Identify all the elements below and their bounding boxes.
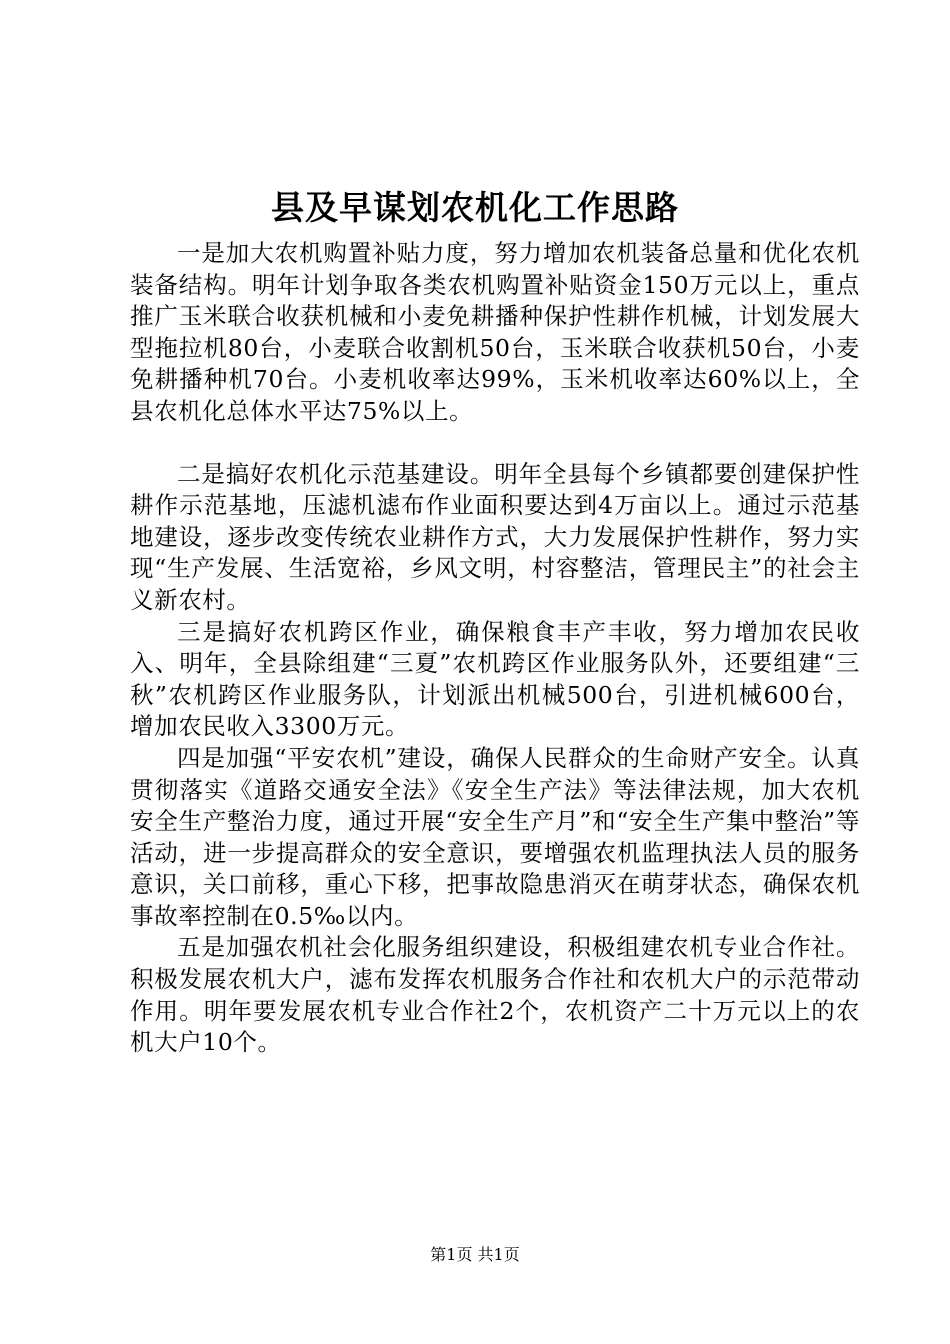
paragraph-1: 一是加大农机购置补贴力度，努力增加农机装备总量和优化农机装备结构。明年计划争取各类农机购置补贴资金150万元以上，重点推广玉米联合收获机械和小麦免耕播种保护性耕作机械，计划发展大型拖拉机80台，小麦联合收割机50台，玉米联合收获机50台，小麦免耕播种机70台。小麦机收率达99%，玉米机收率达60%以上，全县农机化总体水平达75%以上。 bbox=[130, 239, 860, 425]
page-footer: 第1页 共1页 bbox=[430, 1245, 520, 1264]
paragraph-4: 四是加强“平安农机”建设，确保人民群众的生命财产安全。认真贯彻落实《道路交通安全法》《安全生产法》等法律法规，加大农机安全生产整治力度，通过开展“安全生产月”和“安全生产集中整治”等活动，进一步提高群众的安全意识，要增强农机监理执法人员的服务意识，关口前移，重心下移，把事故隐患消灭在萌芽状态，确保农机事故率控制在0.5‰以内。 bbox=[130, 743, 860, 930]
paragraph-2: 二是搞好农机化示范基建设。明年全县每个乡镇都要创建保护性耕作示范基地，压滤机滤布作业面积要达到4万亩以上。通过示范基地建设，逐步改变传统农业耕作方式，大力发展保护性耕作，努力实现“生产发展、生活宽裕，乡风文明，村容整洁，管理民主”的社会主义新农村。 bbox=[130, 459, 860, 614]
paragraph-3: 三是搞好农机跨区作业，确保粮食丰产丰收，努力增加农民收入、明年，全县除组建“三夏”农机跨区作业服务队外，还要组建“三秋”农机跨区作业服务队，计划派出机械500台，引进机械600台，增加农民收入3300万元。 bbox=[130, 617, 860, 741]
document-body bbox=[130, 238, 860, 1059]
document-title: 县及早谋划农机化工作思路 bbox=[271, 188, 679, 227]
paragraph-5: 五是加强农机社会化服务组织建设，积极组建农机专业合作社。积极发展农机大户，滤布发挥农机服务合作社和农机大户的示范带动作用。明年要发展农机专业合作社2个，农机资产二十万元以上的农机大户10个。 bbox=[130, 933, 860, 1057]
